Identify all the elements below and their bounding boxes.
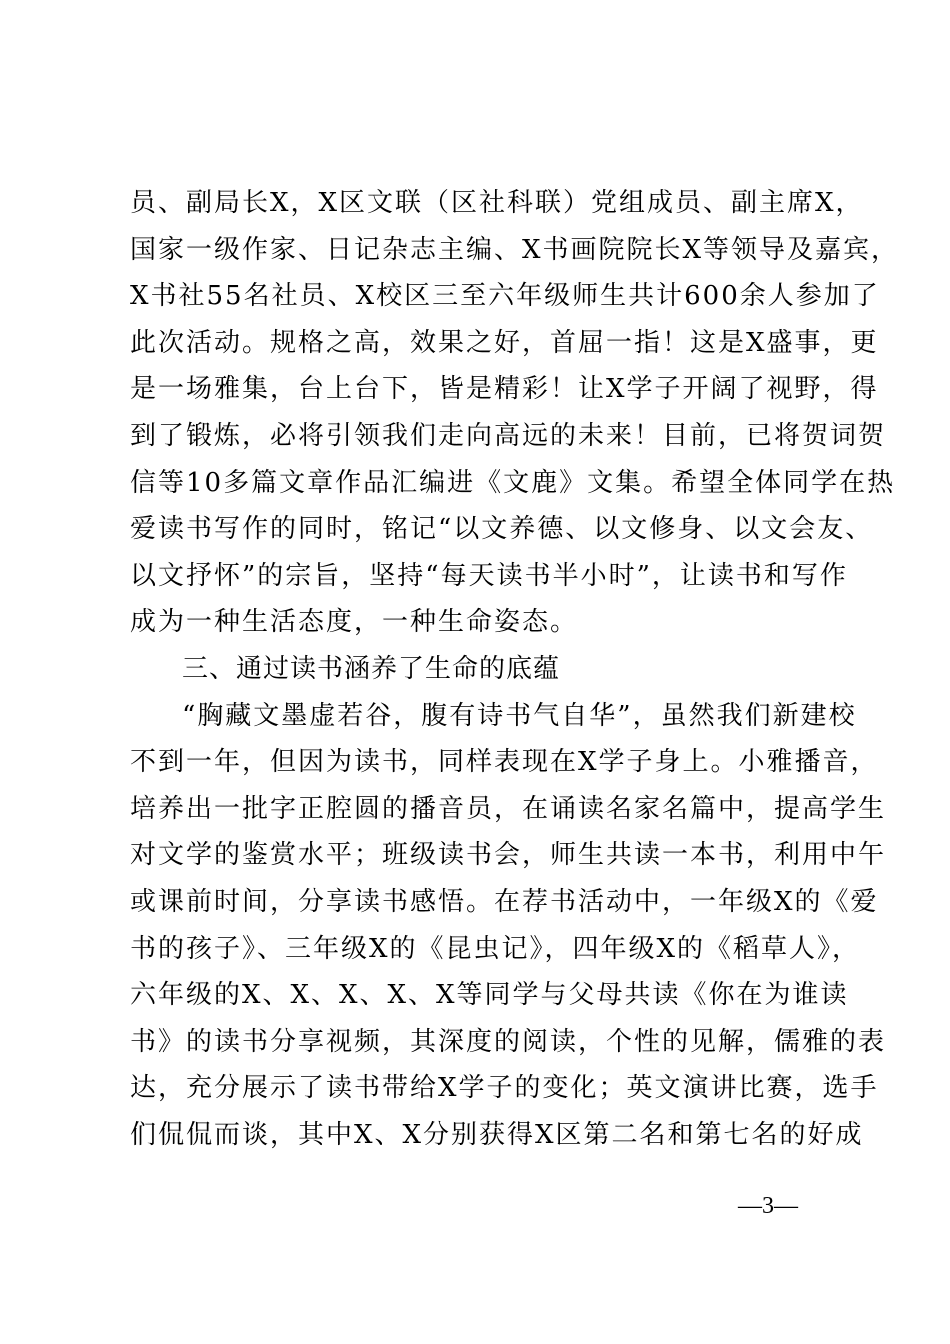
text-line: 六年级的X、X、X、X、X等同学与父母共读《你在为谁读 [130,980,849,1011]
text-line: 到了锻炼，必将引领我们走向高远的未来！目前，已将贺词贺 [130,420,887,451]
paragraph-reading-foundation [130,693,887,1159]
section-heading-text: 三、通过读书涵养了生命的底蕴 [182,653,561,684]
text-line: 书的孩子》、三年级X的《昆虫记》，四年级X的《稻草人》， [130,933,861,964]
text-line: 对文学的鉴赏水平；班级读书会，师生共读一本书，利用中午 [130,840,887,871]
text-line: 们侃侃而谈，其中X、X分别获得X区第二名和第七名的好成 [130,1119,864,1150]
text-line: 信等10多篇文章作品汇编进《文鹿》文集。希望全体同学在热 [130,467,896,498]
text-line: 爱读书写作的同时，铭记“以文养德、以文修身、以文会友、 [130,514,874,545]
document-body [130,180,900,1158]
text-line: 达，充分展示了读书带给X学子的变化；英文演讲比赛，选手 [130,1073,879,1104]
text-line: 书》的读书分享视频，其深度的阅读，个性的见解，儒雅的表 [130,1026,887,1057]
text-line: 员、副局长X，X区文联（区社科联）党组成员、副主席X， [130,188,864,218]
text-line: X书社55名社员、X校区三至六年级师生共计600余人参加了 [130,281,880,312]
text-line: 国家一级作家、日记杂志主编、X书画院院长X等领导及嘉宾， [130,234,900,265]
paragraph-continuation [130,180,900,646]
text-line: “胸藏文墨虚若谷，腹有诗书气自华”，虽然我们新建校 [182,700,857,731]
text-line: 成为一种生活态度，一种生命姿态。 [130,607,579,638]
section-heading [130,646,830,693]
text-line: 不到一年，但因为读书，同样表现在X学子身上。小雅播音， [130,747,879,778]
text-line: 是一场雅集，台上台下，皆是精彩！让X学子开阔了视野，得 [130,374,879,405]
page-number: —3— [738,1193,798,1219]
text-line: 以文抒怀”的宗旨，坚持“每天读书半小时”，让读书和写作 [130,560,848,591]
text-line: 此次活动。规格之高，效果之好，首屈一指！这是X盛事，更 [130,327,879,358]
text-line: 培养出一批字正腔圆的播音员，在诵读名家名篇中，提高学生 [130,793,887,824]
text-line: 或课前时间，分享读书感悟。在荐书活动中，一年级X的《爱 [130,886,879,917]
